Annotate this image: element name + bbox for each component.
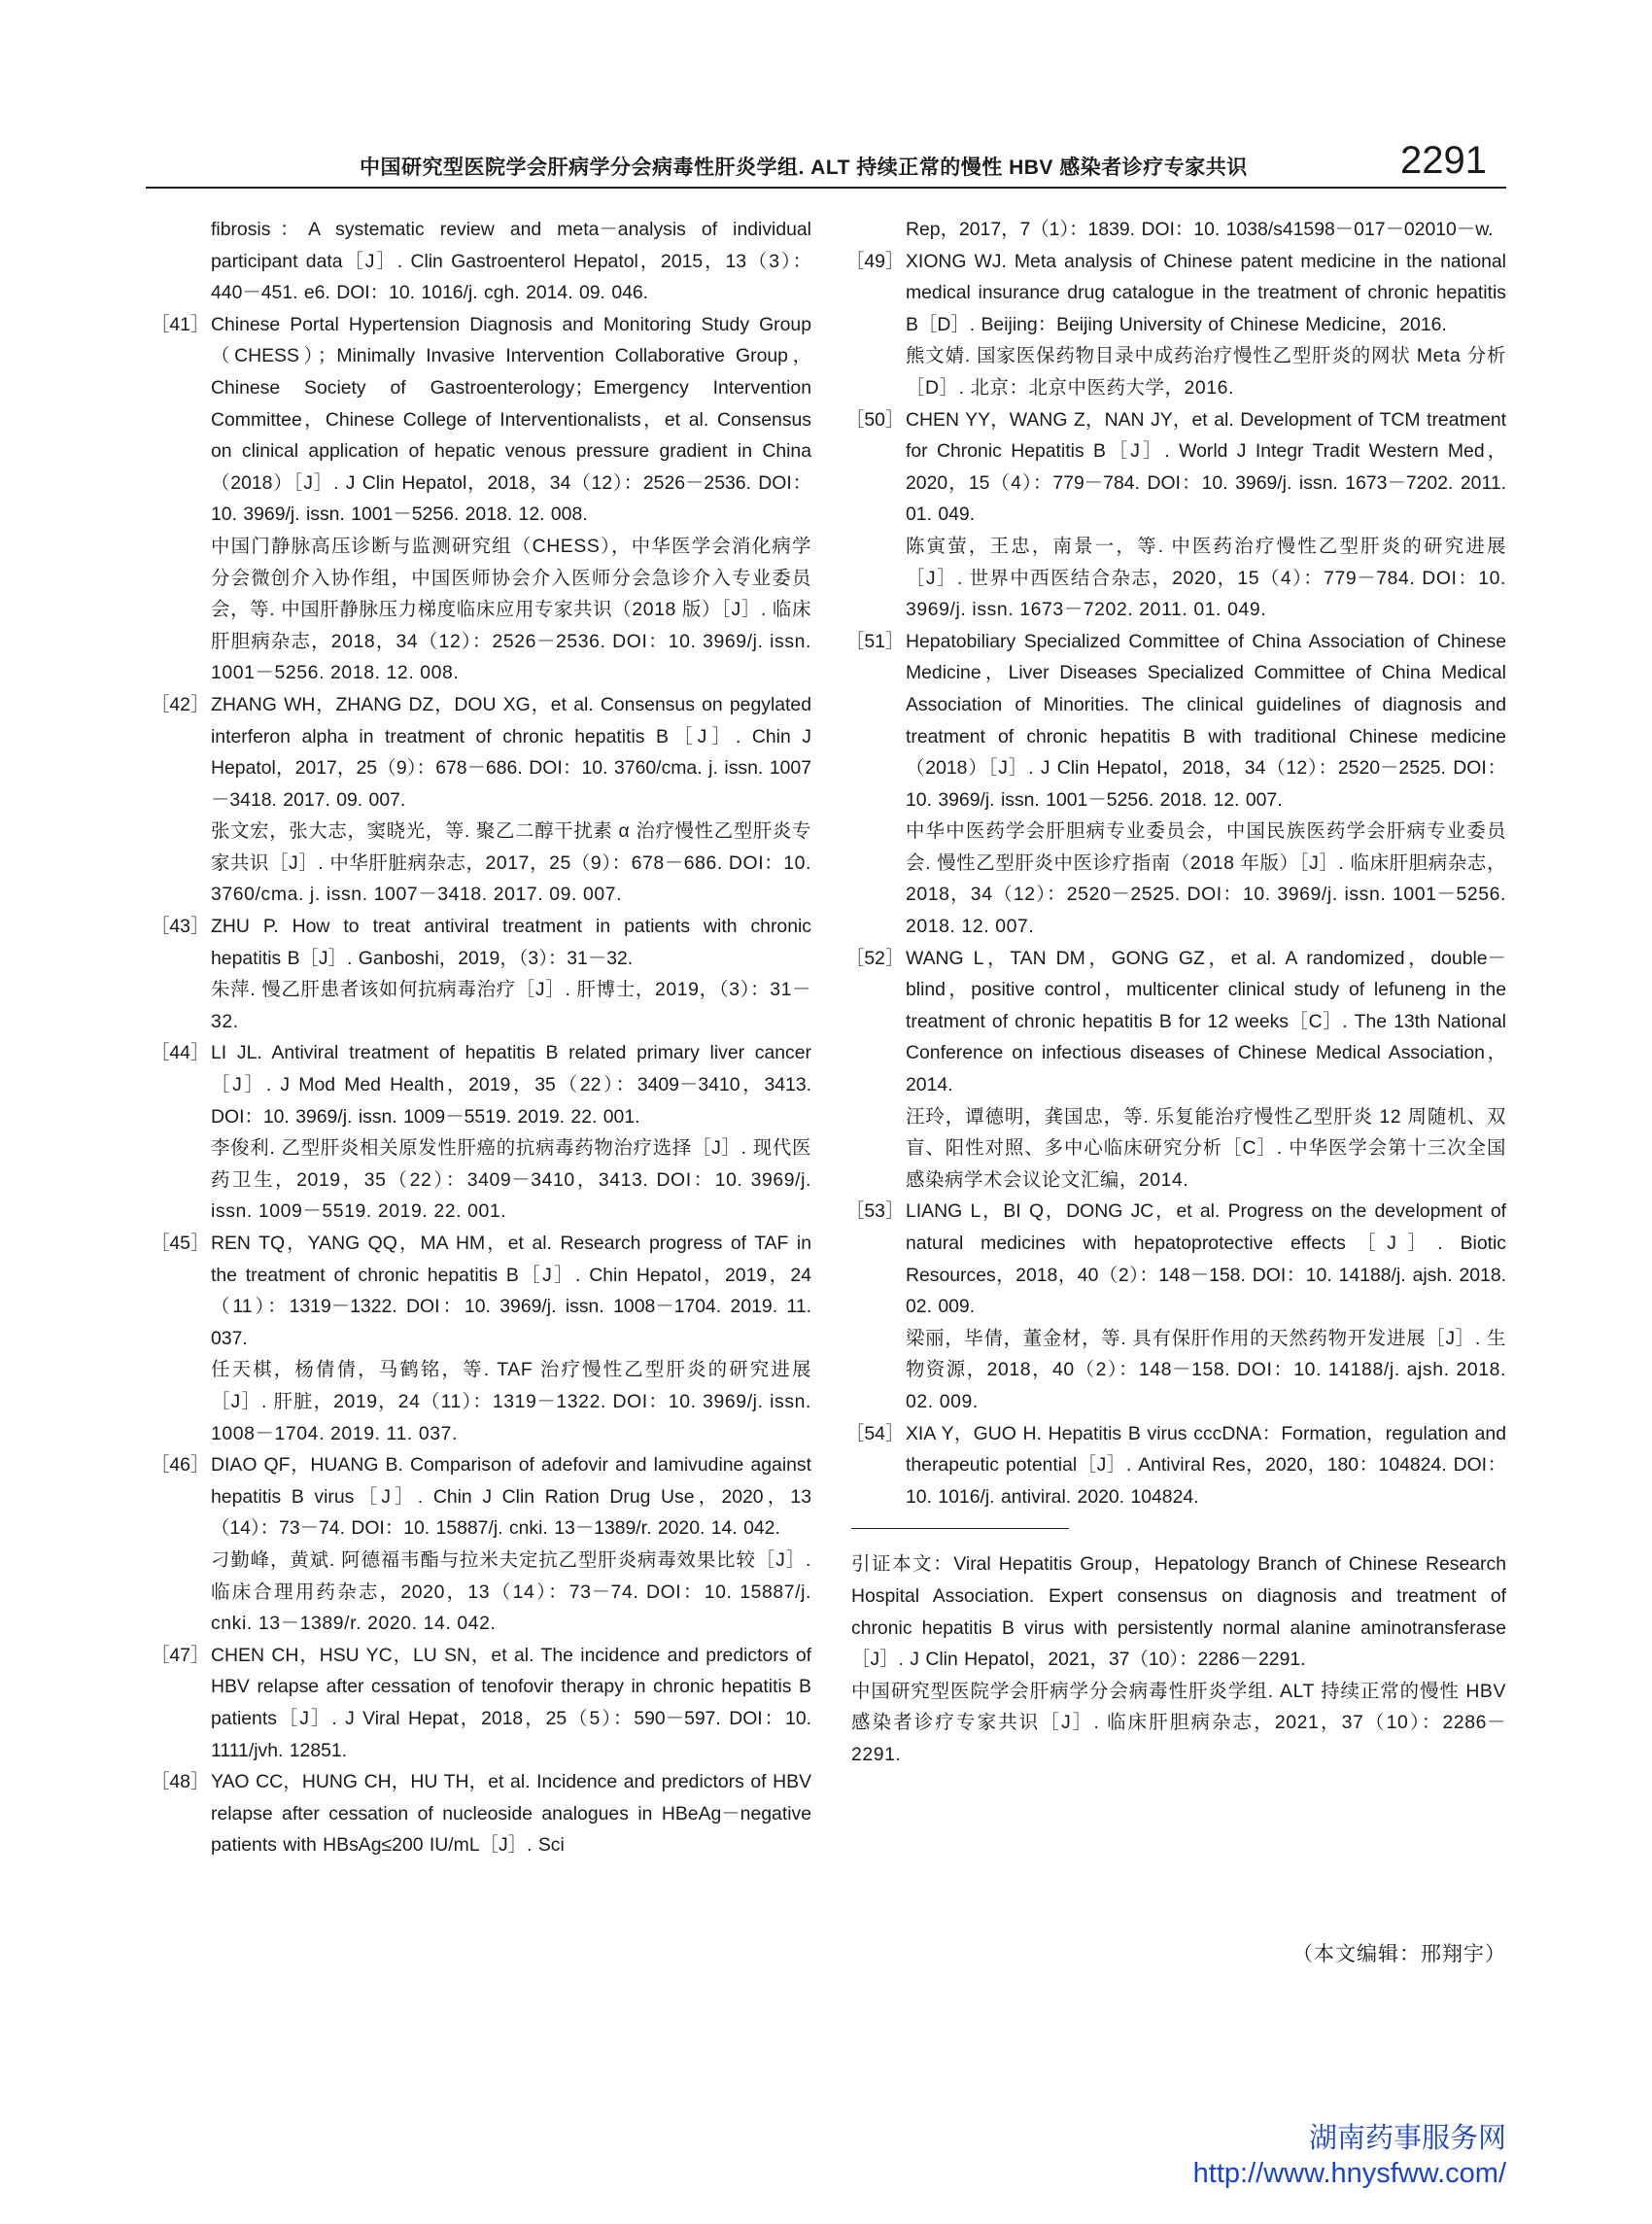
running-title: 中国研究型医院学会肝病学分会病毒性肝炎学组. ALT 持续正常的慢性 HBV 感染者诊疗专家共识: [360, 156, 1248, 179]
reference-49: [845, 246, 1506, 404]
reference-51: [845, 626, 1506, 943]
reference-53: [845, 1196, 1506, 1417]
reference-number: ［41］: [151, 313, 210, 335]
reference-text-en: YAO CC，HUNG CH，HU TH，et al. Incidence and predictors of HBV relapse after cessation of nucleoside analogues in HBeAg－negative patients with HBsAg≤200 IU/mL［J］. Sci: [211, 1771, 811, 1857]
reference-44: [151, 1037, 811, 1228]
reference-text-cn: 任天棋，杨倩倩，马鹤铭，等. TAF 治疗慢性乙型肝炎的研究进展［J］. 肝脏，2019，24（11）：1319－1322. DOI：10. 3969/j. issn. 1008－1704. 2019. 11. 037.: [211, 1359, 811, 1444]
reference-text: fibrosis：A systematic review and meta－analysis of individual participant data［J］. Clin Gastroenterol Hepatol，2015，13（3）：440－451. e6. DOI：10. 1016/j. cgh. 2014. 09. 046.: [211, 219, 811, 304]
reference-text-en: REN TQ，YANG QQ，MA HM，et al. Research progress of TAF in the treatment of chronic hepatitis B［J］. Chin Hepatol，2019，24（11）：1319－1322. DOI：10. 3969/j. issn. 1008－1704. 2019. 11. 037.: [211, 1233, 811, 1349]
reference-50: [845, 404, 1506, 626]
reference-text-en: Hepatobiliary Specialized Committee of China Association of Chinese Medicine，Liver Diseases Specialized Committee of China Medical Association of Minorities. The clinical guidelines of diagnosis and treatment of chronic hepatitis B with traditional Chinese medicine（2018）［J］. J Clin Hepatol，2018，34（12）：2520－2525. DOI：10. 3969/j. issn. 1001－5256. 2018. 12. 007.: [906, 630, 1506, 811]
reference-46: [151, 1449, 811, 1640]
reference-continuation: [845, 214, 1506, 246]
reference-text-en: XIA Y，GUO H. Hepatitis B virus cccDNA：Formation，regulation and therapeutic potential［J］. Antiviral Res，2020，180：104824. DOI：10. 1016/j. antiviral. 2020. 104824.: [906, 1422, 1506, 1508]
reference-text-en: Chinese Portal Hypertension Diagnosis and Monitoring Study Group（CHESS）；Minimally Invasive Intervention Collaborative Group，Chinese Society of Gastroenterology；Emergency Intervention Committee，Chinese College of Interventionalists，et al. Consensus on clinical application of hepatic venous pressure gradient in China（2018）［J］. J Clin Hepatol，2018，34（12）：2526－2536. DOI：10. 3969/j. issn. 1001－5256. 2018. 12. 008.: [211, 313, 811, 526]
reference-number: ［46］: [151, 1454, 210, 1477]
reference-text-en: ZHANG WH，ZHANG DZ，DOU XG，et al. Consensus on pegylated interferon alpha in treatment of chronic hepatitis B［J］. Chin J Hepatol，2017，25（9）：678－686. DOI：10. 3760/cma. j. issn. 1007－3418. 2017. 09. 007.: [211, 693, 811, 811]
citation-divider: [851, 1528, 1069, 1529]
reference-text-en: DIAO QF，HUANG B. Comparison of adefovir and lamivudine against hepatitis B virus［J］. Chin J Clin Ration Drug Use，2020，13（14）：73－74. DOI：10. 15887/j. cnki. 13－1389/r. 2020. 14. 042.: [211, 1454, 811, 1540]
reference-text-en: CHEN YY，WANG Z，NAN JY，et al. Development of TCM treatment for Chronic Hepatitis B［J］. World J Integr Tradit Western Med，2020，15（4）：779－784. DOI：10. 3969/j. issn. 1673－7202. 2011. 01. 049.: [906, 408, 1506, 526]
reference-number: ［43］: [151, 916, 210, 938]
reference-number: ［53］: [845, 1200, 905, 1223]
reference-47: [151, 1640, 811, 1766]
reference-text-en: LIANG L，BI Q，DONG JC，et al. Progress on the development of natural medicines with hepatoprotective effects［J］. Biotic Resources，2018，40（2）：148－158. DOI：10. 14188/j. ajsh. 2018. 02. 009.: [906, 1200, 1506, 1318]
reference-45: [151, 1228, 811, 1449]
citation-text-cn: 中国研究型医院学会肝病学分会病毒性肝炎学组. ALT 持续正常的慢性 HBV 感染者诊疗专家共识［J］. 临床肝胆病杂志，2021，37（10）：2286－2291.: [851, 1680, 1506, 1765]
reference-text-cn: 陈寅萤，王忠，南景一，等. 中医药治疗慢性乙型肝炎的研究进展［J］. 世界中西医结合杂志，2020，15（4）：779－784. DOI：10. 3969/j. issn. 1673－7202. 2011. 01. 049.: [906, 535, 1506, 621]
citation-block: [845, 1548, 1506, 1770]
reference-number: ［50］: [845, 408, 905, 431]
reference-text-en: CHEN CH，HSU YC，LU SN，et al. The incidence and predictors of HBV relapse after cessation of tenofovir therapy in chronic hepatitis B patients［J］. J Viral Hepat，2018，25（5）：590－597. DOI：10. 1111/jvh. 12851.: [211, 1644, 811, 1761]
reference-text-cn: 朱萍. 慢乙肝患者该如何抗病毒治疗［J］. 肝博士，2019，（3）：31－32.: [211, 979, 811, 1032]
reference-text-cn: 汪玲，谭德明，龚国忠，等. 乐复能治疗慢性乙型肝炎 12 周随机、双盲、阳性对照、多中心临床研究分析［C］. 中华医学会第十三次全国感染病学术会议论文汇编，2014.: [906, 1105, 1506, 1191]
reference-number: ［45］: [151, 1233, 210, 1254]
reference-number: ［42］: [151, 693, 210, 715]
reference-text-cn: 梁丽，毕倩，董金材，等. 具有保肝作用的天然药物开发进展［J］. 生物资源，2018，40（2）：148－158. DOI：10. 14188/j. ajsh. 2018. 02. 009.: [906, 1327, 1506, 1412]
reference-text: Rep，2017，7（1）：1839. DOI：10. 1038/s41598－017－02010－w.: [906, 219, 1494, 240]
right-column: [845, 214, 1506, 1771]
reference-42: [151, 689, 811, 911]
reference-text-cn: 熊文婧. 国家医保药物目录中成药治疗慢性乙型肝炎的网状 Meta 分析［D］. 北京：北京中医药大学，2016.: [906, 345, 1506, 399]
reference-41: [151, 309, 811, 689]
reference-number: ［52］: [845, 947, 905, 969]
reference-number: ［54］: [845, 1422, 905, 1444]
reference-text-cn: 刁勤峰，黄斌. 阿德福韦酯与拉米夫定抗乙型肝炎病毒效果比较［J］. 临床合理用药杂志，2020，13（14）：73－74. DOI：10. 15887/j. cnki. 13－1389/r. 2020. 14. 042.: [211, 1548, 811, 1635]
reference-number: ［48］: [151, 1771, 210, 1793]
reference-text-cn: 中华中医药学会肝胆病专业委员会，中国民族医药学会肝病专业委员会. 慢性乙型肝炎中医诊疗指南（2018 年版）［J］. 临床肝胆病杂志，2018，34（12）：2520－2525. DOI：10. 3969/j. issn. 1001－5256. 2018. 12. 007.: [906, 820, 1506, 938]
editor-note: （本文编辑：邢翔宇）: [1292, 1942, 1506, 1965]
reference-text-en: WANG L，TAN DM，GONG GZ，et al. A randomized，double－blind，positive control，multicenter clinical study of lefuneng in the treatment of chronic hepatitis B for 12 weeks［C］. The 13th National Conference on infectious diseases of Chinese Medical Association，2014.: [906, 947, 1506, 1096]
reference-43: [151, 911, 811, 1037]
watermark-url: http://www.hnysfww.com/: [1192, 2158, 1506, 2189]
reference-48: [151, 1766, 811, 1861]
reference-text-cn: 中国门静脉高压诊断与监测研究组（CHESS），中华医学会消化病学分会微创介入协作组，中国医师协会介入医师分会急诊介入专业委员会，等. 中国肝静脉压力梯度临床应用专家共识（2018 版）［J］. 临床肝胆病杂志，2018，34（12）：2526－2536. DOI：10. 3969/j. issn. 1001－5256. 2018. 12. 008.: [211, 535, 811, 684]
reference-text-cn: 张文宏，张大志，窦晓光，等. 聚乙二醇干扰素 α 治疗慢性乙型肝炎专家共识［J］. 中华肝脏病杂志，2017，25（9）：678－686. DOI：10. 3760/cma. j. issn. 1007－3418. 2017. 09. 007.: [211, 820, 811, 906]
reference-52: [845, 943, 1506, 1197]
reference-text-en: LI JL. Antiviral treatment of hepatitis B related primary liver cancer［J］. J Mod Med Health，2019，35（22）：3409－3410，3413. DOI：10. 3969/j. issn. 1009－5519. 2019. 22. 001.: [211, 1042, 811, 1128]
page-number: 2291: [1400, 139, 1487, 182]
reference-54: [845, 1418, 1506, 1513]
reference-text-cn: 李俊利. 乙型肝炎相关原发性肝癌的抗病毒药物治疗选择［J］. 现代医药卫生，2019，35（22）：3409－3410，3413. DOI：10. 3969/j. issn. 1009－5519. 2019. 22. 001.: [211, 1137, 811, 1223]
watermark: [1193, 2121, 1506, 2191]
reference-continuation: [151, 214, 811, 309]
reference-number: ［49］: [845, 250, 905, 272]
citation-text-en: 引证本文：Viral Hepatitis Group，Hepatology Branch of Chinese Research Hospital Association. Expert consensus on diagnosis and treatment of chronic hepatitis B virus with persistently normal alanine aminotransferase［J］. J Clin Hepatol，2021，37（10）：2286－2291.: [851, 1553, 1506, 1671]
reference-text-en: XIONG WJ. Meta analysis of Chinese patent medicine in the national medical insurance drug catalogue in the treatment of chronic hepatitis B［D］. Beijing：Beijing University of Chinese Medicine，2016.: [906, 250, 1506, 335]
reference-number: ［47］: [151, 1644, 210, 1666]
running-header: [146, 126, 1506, 189]
watermark-site-name: 湖南药事服务网: [1308, 2123, 1506, 2154]
reference-number: ［51］: [845, 630, 905, 652]
left-column: [151, 214, 811, 1861]
reference-number: ［44］: [151, 1042, 210, 1064]
reference-text-en: ZHU P. How to treat antiviral treatment in patients with chronic hepatitis B［J］. Ganboshi，2019，（3）：31－32.: [211, 916, 811, 969]
